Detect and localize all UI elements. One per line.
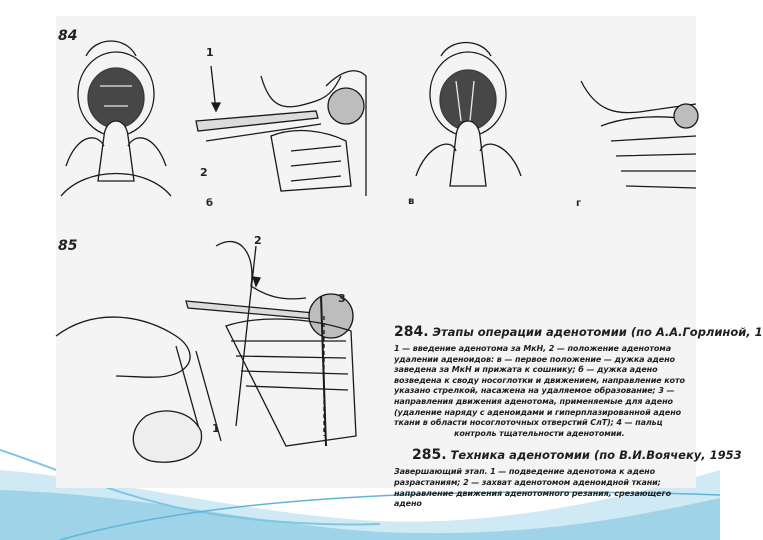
- panel-letter-b: б: [206, 198, 213, 209]
- caption-284-body: [394, 344, 694, 439]
- callout-1-top: 1: [206, 46, 214, 59]
- caption-284-line: указано стрелкой, насажена на удаляемое образование; 3 —: [394, 386, 675, 396]
- caption-285-number: 285.: [412, 447, 447, 464]
- callout-2-top: 2: [200, 166, 208, 179]
- caption-284-line: (удаление наряду с аденоидами и гиперплазированной адено: [394, 407, 682, 417]
- caption-284-line: удалении аденоидов: в — первое положение — дужка адено: [394, 354, 675, 364]
- illustration-fig-285: [56, 242, 356, 463]
- callout-1-bottom: 1: [212, 422, 220, 435]
- caption-284-title: Этапы операции аденотомии (по А.А.Горлиной, 1: [432, 325, 763, 339]
- caption-285-title: Техника аденотомии (по В.И.Воячеку, 1953: [450, 448, 742, 463]
- illustration-panel-b: [196, 66, 366, 196]
- panel-letter-v: в: [408, 196, 415, 207]
- figure-number-285: 85: [58, 238, 78, 254]
- caption-284-line: возведена к своду носоглотки и движением, направление кото: [394, 375, 685, 385]
- caption-285-line: направление движения аденотомного резания, срезающего адено: [394, 488, 671, 509]
- caption-284: [394, 324, 763, 439]
- caption-284-number: 284.: [394, 324, 429, 340]
- caption-285-body: [394, 467, 694, 509]
- caption-284-line: контроль тщательности аденотомии.: [454, 428, 625, 438]
- caption-284-line: 1 — введение аденотома за МкН, 2 — положение аденотома: [394, 344, 672, 353]
- callout-3-bottom: 3: [338, 292, 346, 305]
- caption-284-line: ткани в области носоглоточных отверстий СлТ); 4 — пальц: [394, 418, 663, 428]
- caption-285: [394, 447, 742, 509]
- illustration-panel-v: [416, 43, 521, 187]
- figure-number-284: 84: [58, 28, 78, 44]
- illustration-panel-g: [581, 81, 698, 188]
- caption-285-line: Завершающий этап. 1 — подведение аденотома к адено: [394, 467, 655, 477]
- illustration-panel-a: [61, 41, 171, 196]
- caption-284-line: заведена за МкН и прижата к сошнику; б — дужка адено: [394, 365, 658, 375]
- caption-284-line: направления движения аденотома, применяемые для адено: [394, 396, 673, 406]
- panel-letter-g: г: [576, 198, 582, 209]
- scanned-figure-page: [56, 16, 763, 509]
- caption-285-line: разрастаниям; 2 — захват аденотомом аденоидной ткани;: [394, 477, 661, 487]
- caption-block: [394, 324, 763, 510]
- callout-2-bottom: 2: [254, 234, 262, 247]
